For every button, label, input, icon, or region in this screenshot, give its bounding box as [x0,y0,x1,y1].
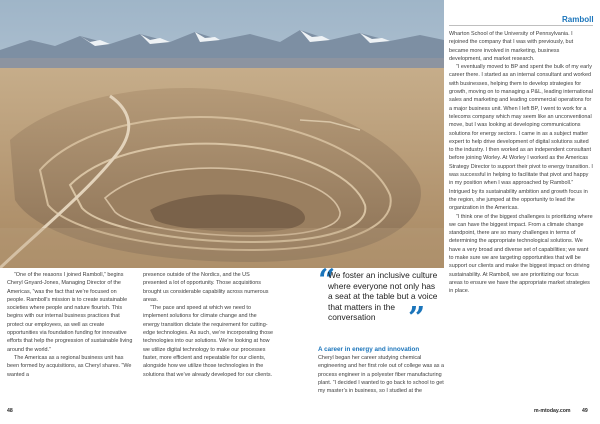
body-column-3 [318,354,445,395]
pull-quote [318,263,442,336]
paragraph: “I think one of the biggest challenges is prioritizing where we can have the biggest impact. From a climate change standpoint, there are so many challenges in terms of determining the appropriate technological solutions. We have a very broad and diverse set of capabilities; we want to make sure we are targeting opportunities that will be support our clients and make the biggest impact on driving sustainability. At Ramboll, we are prioritizing our focus areas to ensure we have the appropriate market strategies in place. [449,213,593,295]
paragraph: presence outside of the Nordics, and the US presented a lot of opportunity. Those acquisitions brought us considerable capability across numerous areas. [143,272,269,303]
mine-landscape-photo [0,0,444,268]
body-column-4 [449,30,593,296]
section-heading: A career in energy and innovation [318,346,420,353]
paragraph: “One of the reasons I joined Ramboll,” begins Cheryl Gnyard-Jones, Managing Director of the Americas, “was the fact that we’re focused on people. Ramboll’s mission is to create sustainable societies where people and nature flourish. This begins with our internal business practices that protect our employees, as well as create opportunities via foundation funding for innovative efforts that help the progression of sustainable living around the world.” [7,272,133,353]
body-column-2 [143,271,274,379]
brand-logo: Ramboll [562,15,594,24]
open-quote-icon: “ [318,263,336,298]
page-number-right: 49 [582,408,588,414]
paragraph: The Americas as a regional business unit has been formed by acquisitions, as Cheryl shares. “We wanted a [7,354,132,378]
pull-quote-text: We foster an inclusive culture where everyone not only has a seat at the table but a voice that matters in the conversation [328,270,438,323]
paragraph: “I eventually moved to BP and spent the bulk of my early career there. I started as an internal consultant and worked with businesses, helping them to develop strategies for growth, moving on to managing a P&L, leading international sales and marketing and leading commercial operations for a major business unit. When I left BP, I went to work for a telecoms company which may seem like an unconventional move, but I was looking at developing communications solutions for energy sectors. I came in as a subject matter expert to help drive development of digital solutions suited to the industry. I then worked as an independent consultant before joining Worley. At Worley I worked as the Americas Strategy Director to support their pivot to energy transition. I was successful in helping to facilitate that pivot and happy in my position when I was approached by Ramboll.” Intrigued by its sustainability ambition and growth focus in the region, she jumped at the opportunity to lead the organization in the Americas. [449,64,593,212]
page-number-left: 48 [7,408,13,414]
paragraph: Cheryl began her career studying chemical engineering and her first role out of college was as a process engineer in a polyester fiber manufacturing plant. “I decided I wanted to go back to school to get my master’s in business, so I studied at the [318,355,445,395]
paragraph: Wharton School of the University of Pennsylvania. I rejoined the company that I was with previously, but became more involved in marketing, business development, and market research. [449,31,574,62]
close-quote-icon: ” [408,301,426,336]
site-url: m-mtoday.com [534,408,571,414]
body-column-1 [7,271,134,379]
paragraph: “The pace and speed at which we need to implement solutions for climate change and the energy transition dictate the requirement for cutting-edge technologies. As such, we’re incorporating those technologies into our solutions. We’re looking at how we utilize digital technology to make our processes faster, more efficient and repeatable for our clients, alongside how we utilize those technologies in the solutions that we’ve already developed for our clients. [143,305,273,378]
header-divider [449,25,593,26]
